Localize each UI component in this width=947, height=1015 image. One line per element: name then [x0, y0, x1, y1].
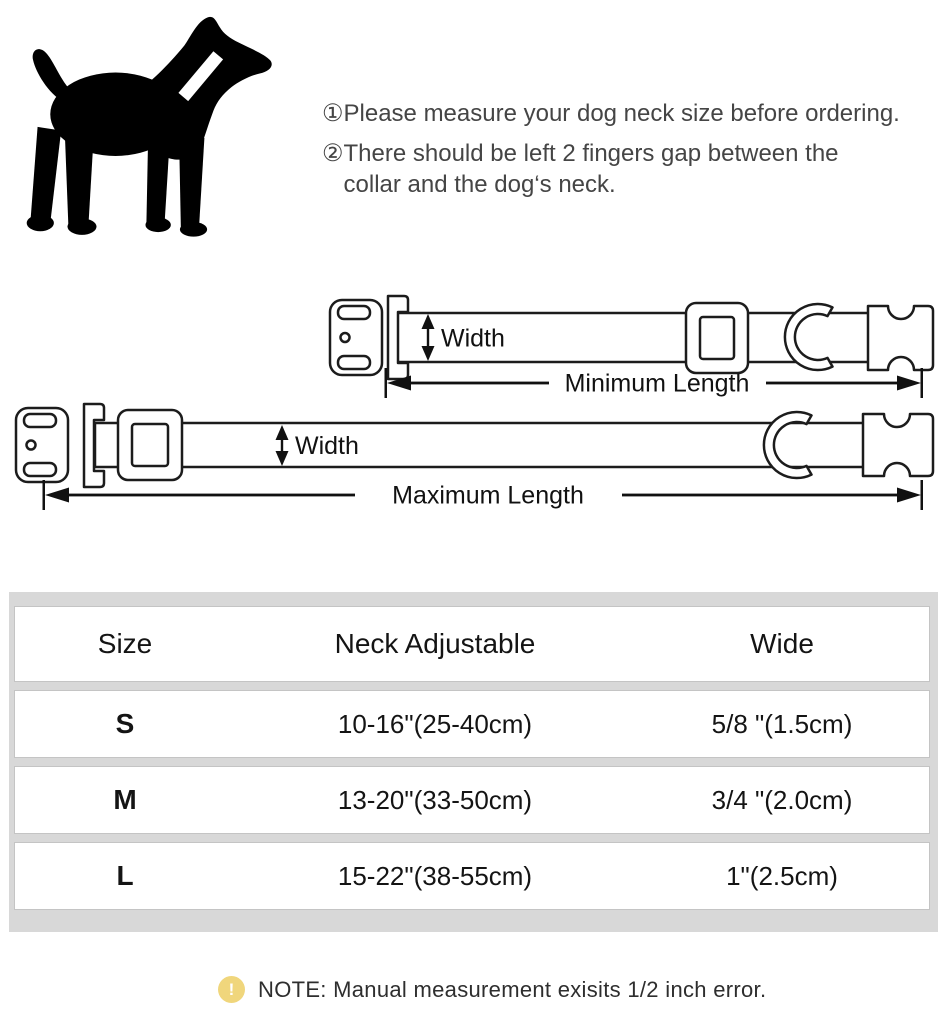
note-text: NOTE: Manual measurement exisits 1/2 inch error. [258, 976, 767, 1002]
collar-min-length-drawing [330, 296, 933, 398]
size-table-panel [9, 592, 938, 932]
max-length-label: Maximum Length [392, 481, 584, 510]
instruction-item-2 [322, 138, 947, 200]
wide-cell: 5/8 "(1.5cm) [711, 708, 853, 739]
dog-silhouette-image [14, 8, 286, 264]
table-row-l [15, 843, 929, 909]
instruction-2-line-1: There should be left 2 fingers gap between the [343, 140, 839, 167]
dog-body-shapes [27, 17, 272, 237]
note [218, 976, 766, 1003]
wide-cell: 1"(2.5cm) [726, 860, 838, 891]
table-row-m [15, 767, 929, 833]
circled-number-2-icon: ② [322, 140, 344, 167]
header-neck-adjustable: Neck Adjustable [334, 628, 536, 659]
collar1-width-label: Width [441, 324, 505, 353]
table-row-s [15, 691, 929, 757]
collar1-triglide-slider [686, 303, 748, 373]
instruction-2-line-2: collar and the dog‘s neck. [343, 171, 616, 198]
size-cell: L [116, 860, 134, 891]
circled-number-1-icon: ① [322, 100, 344, 127]
wide-cell: 3/4 "(2.0cm) [711, 784, 853, 815]
size-table-header-row [15, 607, 929, 681]
neck-cell: 10-16"(25-40cm) [337, 708, 533, 739]
collar2-triglide-slider [118, 410, 182, 480]
collar-max-length-drawing [16, 404, 933, 510]
collar2-width-label: Width [295, 432, 359, 460]
instruction-item-1 [322, 98, 947, 129]
instruction-1-text: Please measure your dog neck size before ordering. [343, 100, 900, 127]
collar1-side-release-buckle [330, 296, 408, 379]
collar2-male-buckle [863, 414, 933, 476]
dog-rear-far-leg [30, 127, 61, 223]
size-cell: M [113, 784, 137, 815]
min-length-label: Minimum Length [564, 369, 750, 398]
instructions [322, 98, 947, 209]
neck-cell: 13-20"(33-50cm) [337, 784, 533, 815]
dog-head [132, 17, 272, 160]
size-cell: S [115, 708, 135, 739]
neck-cell: 15-22"(38-55cm) [337, 860, 533, 891]
collar1-male-buckle [868, 306, 933, 370]
collar2-side-release-buckle [16, 404, 104, 487]
instruction-2-text [344, 138, 839, 200]
collar-diagram [0, 290, 947, 520]
header-wide: Wide [750, 628, 814, 659]
header-size: Size [97, 628, 153, 659]
collar2-strap [95, 423, 875, 467]
exclamation-circle-icon: ! [218, 976, 245, 1003]
